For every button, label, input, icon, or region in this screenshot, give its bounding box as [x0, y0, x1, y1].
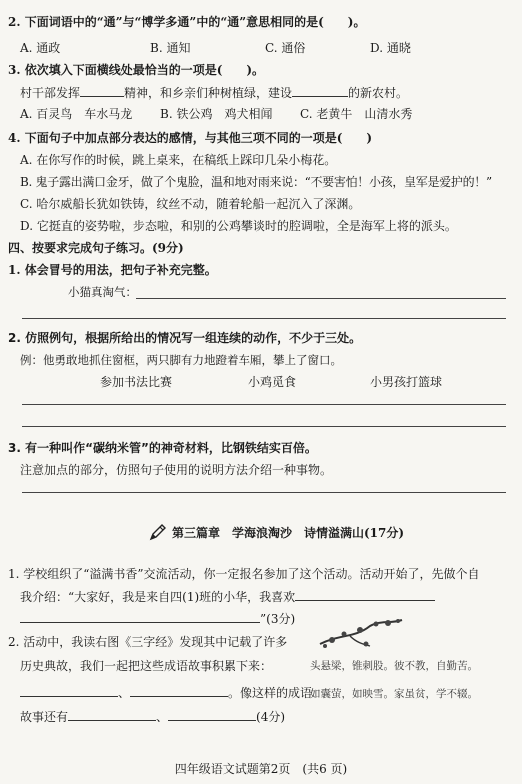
s5-q1-blank-2[interactable] [20, 610, 260, 623]
q4-option-c[interactable]: C. 哈尔威船长犹如铁铸，纹丝不动，随着轮船一起沉入了深渊。 [20, 197, 361, 211]
s5-q2-line3-end: 。像这样的成语 [228, 686, 313, 700]
s5-q2-line4 [20, 708, 285, 725]
q3-option-a[interactable]: A. 百灵鸟 车水马龙 [20, 107, 133, 121]
s4-q1-answer-line-1[interactable] [136, 298, 506, 299]
q3-stem: 3. 依次填入下面横线处最恰当的一项是( )。 [8, 63, 265, 77]
q3-sentence-part-b: 精神，和乡亲们种树植绿，建设 [124, 86, 293, 100]
s5-q2-blank-3[interactable] [68, 708, 156, 721]
q3-sentence [20, 84, 408, 101]
s5-q1-blank-1[interactable] [295, 588, 435, 601]
sanzijing-line-1: 头悬梁，锥刺股。彼不教，自勤苦。 [310, 660, 478, 672]
s5-q1-line2-text: 我介绍：“大家好，我是来自四(1)班的小华，我喜欢 [20, 590, 296, 604]
s5-q2-blank-2[interactable] [130, 684, 228, 697]
q2-stem: 2. 下面词语中的“通”与“博学多通”中的“通”意思相同的是( )。 [8, 15, 366, 29]
q3-sentence-part-c: 的新农村。 [348, 86, 409, 100]
chapter3-title: 第三篇章 学海浪淘沙 诗情溢满山(17分) [172, 525, 405, 540]
sanzijing-line-2: 如囊萤，如映雪。家虽贫，学不辍。 [310, 688, 478, 700]
q4-option-d[interactable]: D. 它挺直的姿势啦，步态啦，和别的公鸡攀谈时的腔调啦，全是海军上将的派头。 [20, 219, 457, 233]
s4-q1-stem: 1. 体会冒号的用法，把句子补充完整。 [8, 263, 217, 277]
s5-q2-line4-end: (4分) [256, 710, 286, 724]
s4-q2-example: 例：他勇敢地抓住窗框，两只脚有力地蹬着车厢，攀上了窗口。 [20, 353, 342, 367]
s5-q1-stem: 1. 学校组织了“溢满书香”交流活动，你一定报名参加了这个活动。活动开始了，先做个自 [8, 567, 480, 581]
s4-q3-answer-line[interactable] [22, 492, 506, 493]
plum-branch-illustration [310, 614, 516, 654]
q4-option-a[interactable]: A. 在你写作的时候，跳上桌来，在稿纸上踩印几朵小梅花。 [20, 153, 337, 167]
s5-q2-sep-1: 、 [118, 686, 131, 700]
s4-q1-prompt: 小猫真淘气： [68, 285, 137, 299]
s4-q3-note: 注意加点的部分，仿照句子使用的说明方法介绍一种事物。 [20, 463, 333, 477]
s4-q2-topic-2: 小鸡觅食 [248, 375, 297, 389]
s4-q2-answer-line-2[interactable] [22, 426, 506, 427]
q3-sentence-part-a: 村干部发挥 [20, 86, 81, 100]
s5-q2-blank-1[interactable] [20, 684, 118, 697]
s4-q2-topic-3: 小男孩打篮球 [370, 375, 443, 389]
q3-blank-1[interactable] [80, 84, 124, 97]
q2-option-c[interactable]: C. 通俗 [265, 41, 306, 55]
s5-q2-blank-4[interactable] [168, 708, 256, 721]
s4-q2-stem: 2. 仿照例句，根据所给出的情况写一组连续的动作，不少于三处。 [8, 331, 362, 345]
chapter3-banner [148, 520, 404, 544]
s5-q1-line3 [20, 610, 295, 627]
s5-q2-sep-2: 、 [156, 710, 169, 724]
s4-q3-stem: 3. 有一种叫作“碳纳米管”的神奇材料，比钢铁结实百倍。 [8, 441, 317, 455]
q4-option-b[interactable]: B. 鬼子露出满口金牙，做了个鬼脸，温和地对雨来说：“不要害怕！小孩，皇军是爱护的！” [20, 175, 492, 189]
sanzijing-illustration [310, 614, 516, 722]
page-footer: 四年级语文试题第2页 (共6 页) [174, 762, 348, 776]
s4-q2-answer-line-1[interactable] [22, 404, 506, 405]
q3-option-c[interactable]: C. 老黄牛 山清水秀 [300, 107, 413, 121]
q3-blank-2[interactable] [292, 84, 348, 97]
section4-title: 四、按要求完成句子练习。(9分) [8, 241, 184, 255]
q2-option-a[interactable]: A. 通政 [20, 41, 61, 55]
s4-q2-topic-1: 参加书法比赛 [100, 375, 173, 389]
q2-option-d[interactable]: D. 通晓 [370, 41, 411, 55]
s5-q2-line2: 历史典故，我们一起把这些成语故事积累下来： [20, 659, 273, 673]
q3-option-b[interactable]: B. 铁公鸡 鸡犬相闻 [160, 107, 273, 121]
s5-q2-stem: 2. 活动中，我读右图《三字经》发现其中记载了许多 [8, 635, 288, 649]
s5-q1-line2 [20, 588, 435, 605]
s4-q1-answer-line-2[interactable] [22, 318, 506, 319]
s5-q2-line4-start: 故事还有 [20, 710, 69, 724]
s5-q2-line3 [20, 684, 312, 701]
q2-option-b[interactable]: B. 通知 [150, 41, 191, 55]
s5-q1-line3-end: ”(3分) [260, 612, 296, 626]
q4-stem: 4. 下面句子中加点部分表达的感情，与其他三项不同的一项是( ) [8, 131, 373, 145]
pen-icon [148, 522, 168, 542]
